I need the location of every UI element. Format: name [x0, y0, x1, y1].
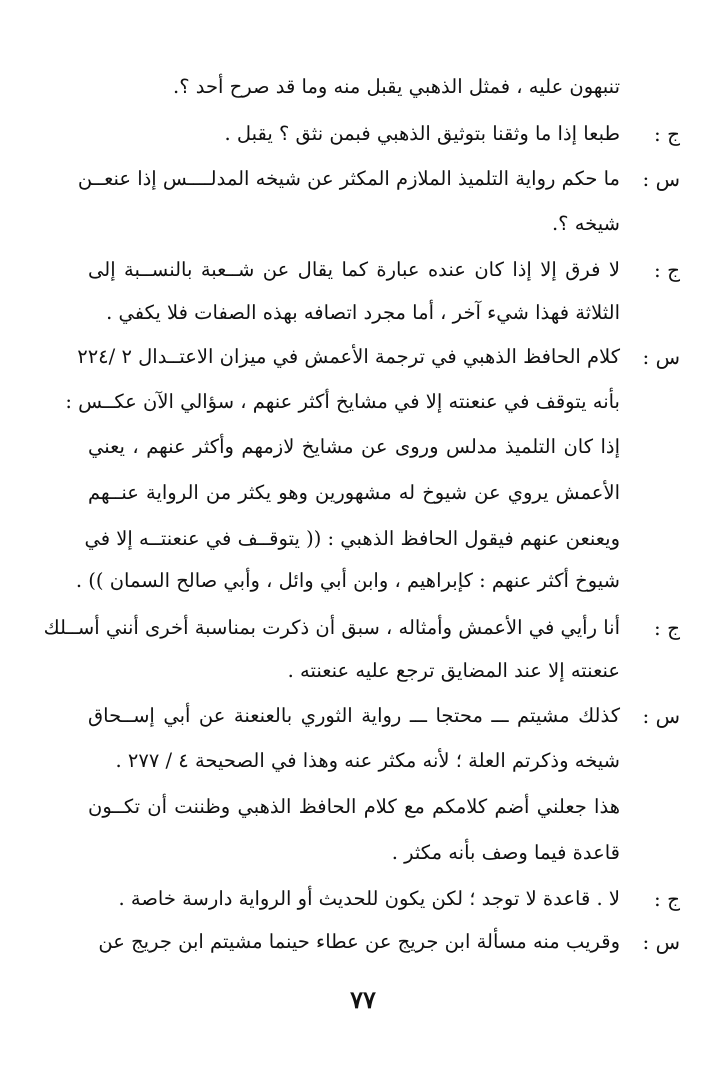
text-line: طبعا إذا ما وثقنا بتوثيق الذهبي فبمن نثق ؟ يقبل .	[224, 122, 620, 145]
text-line: أنا رأيي في الأعمش وأمثاله ، سبق أن ذكرت بمناسبة أخرى أنني أســلك	[43, 616, 620, 639]
qa-marker: س :	[642, 345, 680, 369]
text-line: الثلاثة فهذا شيء آخر ، أما مجرد اتصافه بهذه الصفات فلا يكفي .	[106, 301, 620, 324]
qa-marker: س :	[642, 167, 680, 191]
text-line: ويعنعن عنهم فيقول الحافظ الذهبي : (( يتوقــف في عنعنتــه إلا في	[84, 527, 620, 550]
text-line: شيخه ؟.	[551, 212, 620, 235]
text-line: وقريب منه مسألة ابن جريج عن عطاء حينما مشيتم ابن جريج عن	[98, 930, 620, 953]
qa-marker: ج :	[653, 258, 680, 282]
qa-marker: س :	[642, 930, 680, 954]
text-line: بأنه يتوقف في عنعنته إلا في مشايخ أكثر عنهم ، سؤالي الآن عكــس :	[65, 390, 620, 413]
qa-marker: ج :	[653, 616, 680, 640]
text-line: ما حكم رواية التلميذ الملازم المكثر عن شيخه المدلــــس إذا عنعــن	[77, 167, 620, 190]
qa-marker: س :	[642, 704, 680, 728]
text-line: هذا جعلني أضم كلامكم مع كلام الحافظ الذهبي وظننت أن تكــون	[88, 795, 620, 818]
text-line: قاعدة فيما وصف بأنه مكثر .	[391, 841, 620, 864]
qa-marker: ج :	[653, 122, 680, 146]
text-line: الأعمش يروي عن شيوخ له مشهورين وهو يكثر من الرواية عنــهم	[88, 481, 620, 504]
text-line: شيوخ أكثر عنهم : كإبراهيم ، وابن أبي وائل ، وأبي صالح السمان )) .	[75, 569, 620, 592]
text-line: لا فرق إلا إذا كان عنده عبارة كما يقال عن شــعبة بالنســبة إلى	[88, 258, 620, 281]
qa-marker: ج :	[653, 887, 680, 911]
text-line: لا . قاعدة لا توجد ؛ لكن يكون للحديث أو الرواية دارسة خاصة .	[118, 887, 620, 910]
text-line: شيخه وذكرتم العلة ؛ لأنه مكثر عنه وهذا في الصحيحة ٤ / ٢٧٧ .	[115, 749, 620, 772]
text-line: كذلك مشيتم ـــ محتجا ـــ رواية الثوري بالعنعنة عن أبي إســحاق	[88, 704, 620, 727]
text-line: إذا كان التلميذ مدلس وروى عن مشايخ لازمهم وأكثر عنهم ، يعني	[88, 435, 620, 458]
text-line: عنعنته إلا عند المضايق ترجع عليه عنعنته .	[287, 659, 620, 682]
text-line: تنبهون عليه ، فمثل الذهبي يقبل منه وما قد صرح أحد ؟.	[173, 75, 620, 98]
page-number: ٧٧	[350, 985, 376, 1014]
text-line: كلام الحافظ الذهبي في ترجمة الأعمش في ميزان الاعتــدال ٢ /٢٢٤	[77, 345, 620, 368]
